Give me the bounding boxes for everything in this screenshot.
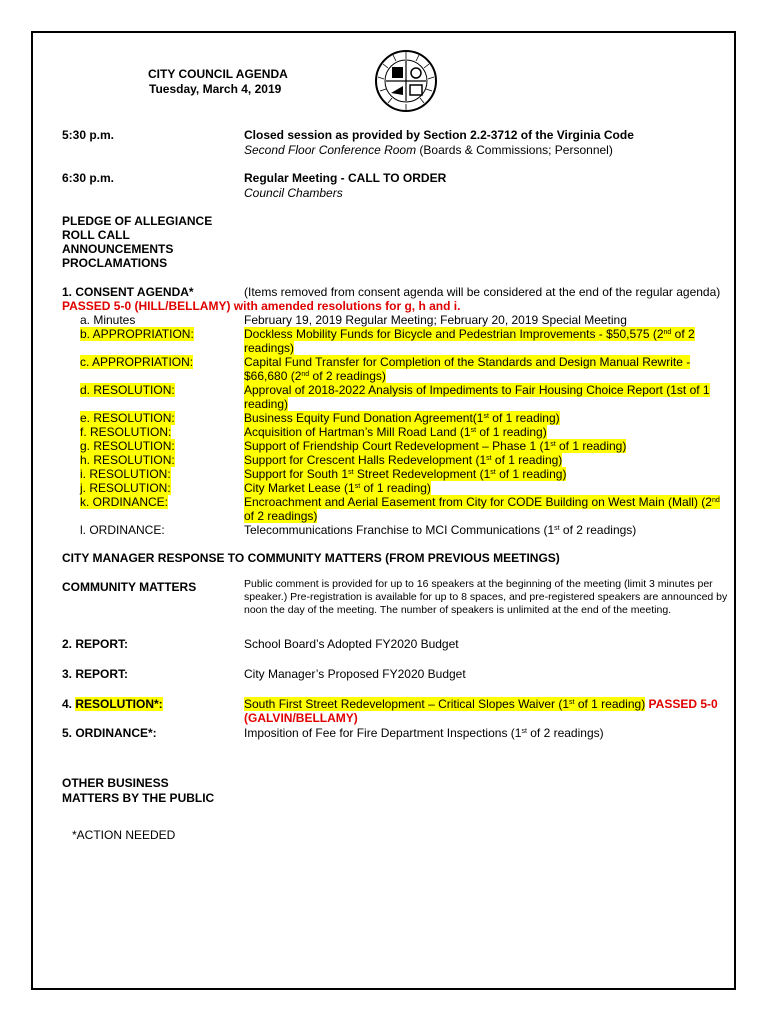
proclamations-heading: PROCLAMATIONS	[62, 256, 168, 270]
consent-item-label: l. ORDINANCE:	[80, 523, 165, 537]
session-location	[244, 143, 613, 157]
report-label: 3. REPORT:	[62, 667, 129, 681]
consent-item-label: j. RESOLUTION:	[80, 481, 171, 495]
consent-heading: 1. CONSENT AGENDA*	[62, 285, 194, 299]
consent-item-text: Support for Crescent Halls Redevelopment (1st of 1 reading)	[244, 453, 563, 467]
announcements-heading: ANNOUNCEMENTS	[62, 242, 174, 256]
consent-item-label: c. APPROPRIATION:	[80, 355, 194, 369]
consent-note: (Items removed from consent agenda will be considered at the end of the regular agenda)	[244, 285, 721, 299]
report-text: City Manager’s Proposed FY2020 Budget	[244, 667, 466, 681]
consent-passed: PASSED 5-0 (HILL/BELLAMY) with amended resolutions for g, h and i.	[62, 299, 461, 313]
session-time: 6:30 p.m.	[62, 171, 115, 185]
consent-item-label: f. RESOLUTION:	[80, 425, 172, 439]
other-business-heading: OTHER BUSINESS	[62, 776, 169, 790]
consent-item-label: a. Minutes	[80, 313, 136, 327]
location-name: Second Floor Conference Room	[244, 143, 417, 157]
location-note: (Boards & Commissions; Personnel)	[416, 143, 613, 157]
ordinance-5-text: Imposition of Fee for Fire Department Inspections (1st of 2 readings)	[244, 726, 604, 740]
session-location: Council Chambers	[244, 186, 343, 200]
report-label: 2. REPORT:	[62, 637, 129, 651]
community-matters-text: Public comment is provided for up to 16 speakers at the beginning of the meeting (limit 3 minutes per speaker.) Pre-registration is available for up to 8 spaces, and pre-registered speakers are announced by noon the day of the meeting. The number of speakers is unlimited at the end of the meeting.	[244, 578, 728, 616]
consent-item-label: b. APPROPRIATION:	[80, 327, 194, 341]
consent-item-label: i. RESOLUTION:	[80, 467, 171, 481]
ordinance-5-label: 5. ORDINANCE*:	[62, 726, 157, 740]
consent-item-text: Support of Friendship Court Redevelopment – Phase 1 (1st of 1 reading)	[244, 439, 627, 453]
consent-item-text-cont: of 2 readings)	[244, 509, 318, 523]
consent-item-label: h. RESOLUTION:	[80, 453, 175, 467]
session-time: 5:30 p.m.	[62, 128, 115, 142]
consent-item-text-cont: readings)	[244, 341, 295, 355]
consent-item-text: Encroachment and Aerial Easement from City for CODE Building on West Main (Mall) (2nd	[244, 495, 720, 509]
consent-item-text: Business Equity Fund Donation Agreement(1st of 1 reading)	[244, 411, 560, 425]
consent-item-label: g. RESOLUTION:	[80, 439, 175, 453]
agenda-title: CITY COUNCIL AGENDA	[148, 67, 288, 81]
consent-item-label: k. ORDINANCE:	[80, 495, 169, 509]
consent-item-text: Dockless Mobility Funds for Bicycle and Pedestrian Improvements - $50,575 (2nd of 2	[244, 327, 695, 341]
resolution-4-text: South First Street Redevelopment – Critical Slopes Waiver (1st of 1 reading) PASSED 5-0	[244, 697, 718, 711]
session-title: Regular Meeting - CALL TO ORDER	[244, 171, 447, 185]
consent-item-text: Capital Fund Transfer for Completion of the Standards and Design Manual Rewrite -	[244, 355, 691, 369]
city-seal-icon	[374, 49, 438, 113]
consent-item-text: February 19, 2019 Regular Meeting; February 20, 2019 Special Meeting	[244, 313, 627, 327]
resolution-4-label: 4. RESOLUTION*:	[62, 697, 163, 711]
matters-by-public-heading: MATTERS BY THE PUBLIC	[62, 791, 215, 805]
resolution-4-passed: (GALVIN/BELLAMY)	[244, 711, 358, 725]
consent-item-text: Approval of 2018-2022 Analysis of Impediments to Fair Housing Choice Report (1st of 1	[244, 383, 710, 397]
consent-item-text-cont: reading)	[244, 397, 289, 411]
consent-item-label: e. RESOLUTION:	[80, 411, 175, 425]
community-matters-heading: COMMUNITY MATTERS	[62, 580, 197, 594]
consent-item-label: d. RESOLUTION:	[80, 383, 175, 397]
consent-item-text: City Market Lease (1st of 1 reading)	[244, 481, 431, 495]
action-needed-note: *ACTION NEEDED	[72, 828, 176, 842]
city-manager-heading: CITY MANAGER RESPONSE TO COMMUNITY MATTERS (FROM PREVIOUS MEETINGS)	[62, 551, 560, 565]
agenda-date: Tuesday, March 4, 2019	[149, 82, 282, 96]
session-title: Closed session as provided by Section 2.2-3712 of the Virginia Code	[244, 128, 634, 142]
pledge-heading: PLEDGE OF ALLEGIANCE	[62, 214, 213, 228]
consent-item-text: Support for South 1st Street Redevelopment (1st of 1 reading)	[244, 467, 567, 481]
consent-item-text: Acquisition of Hartman’s Mill Road Land (1st of 1 reading)	[244, 425, 547, 439]
consent-item-text: Telecommunications Franchise to MCI Communications (1st of 2 readings)	[244, 523, 637, 537]
report-text: School Board’s Adopted FY2020 Budget	[244, 637, 459, 651]
consent-item-text-cont: $66,680 (2nd of 2 readings)	[244, 369, 386, 383]
roll-call-heading: ROLL CALL	[62, 228, 130, 242]
